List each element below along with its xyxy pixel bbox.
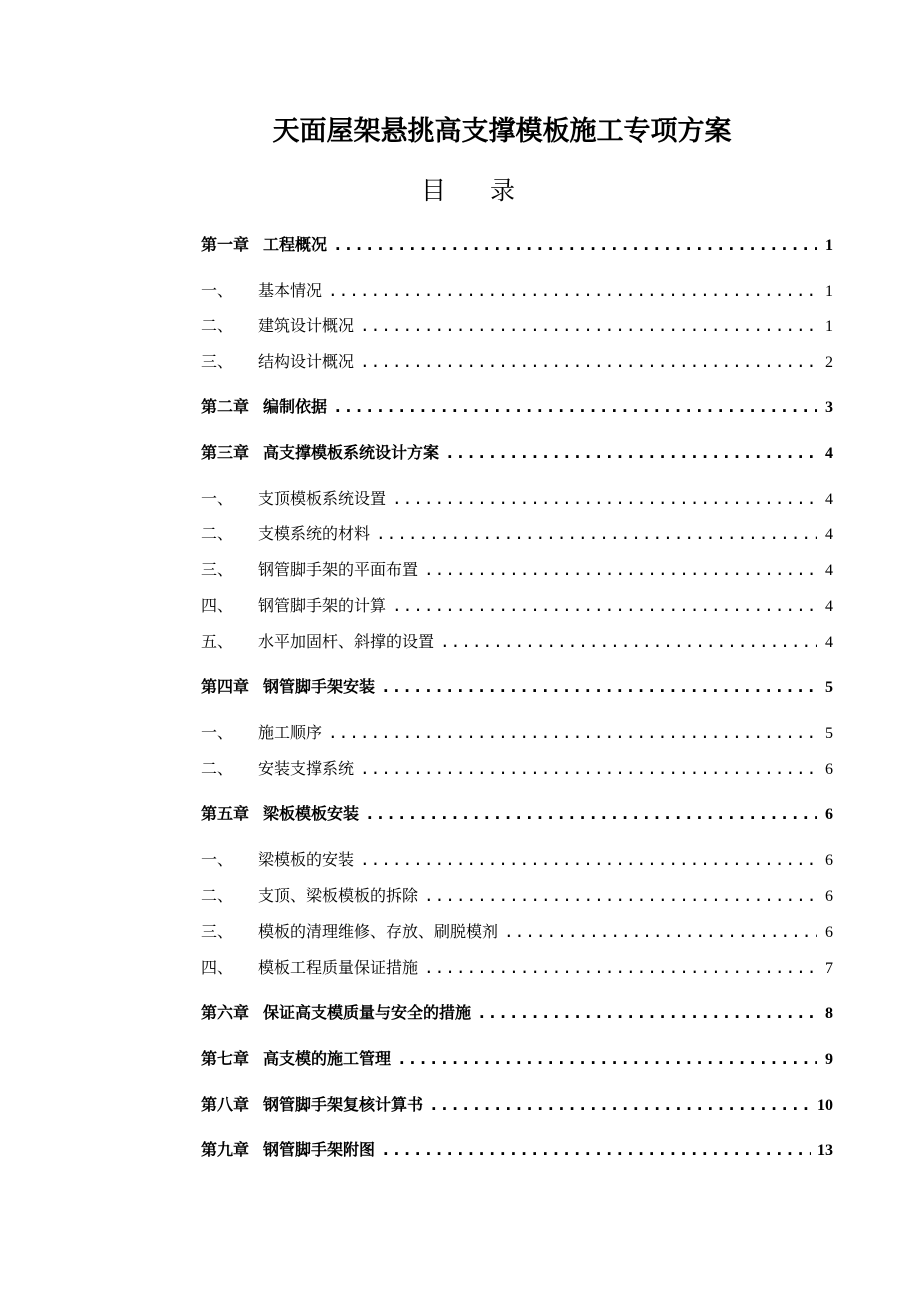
toc-entry-label: 钢管脚手架附图 bbox=[263, 1140, 376, 1159]
toc-entry-label: 高支撑模板系统设计方案 bbox=[263, 443, 440, 462]
toc-entry-5-3[interactable] bbox=[201, 919, 833, 945]
toc-entry-page: 8 bbox=[825, 1005, 833, 1022]
toc-entry-number: 第四章 bbox=[201, 677, 250, 696]
toc-entry-label: 钢管脚手架安装 bbox=[263, 677, 376, 696]
toc-leader-dots bbox=[429, 1092, 811, 1118]
toc-entry-number: 四、 bbox=[201, 596, 234, 615]
toc-heading bbox=[0, 172, 920, 210]
toc-leader-dots bbox=[381, 674, 817, 700]
toc-entry-chapter-3[interactable] bbox=[201, 440, 833, 466]
toc-entry-chapter-8[interactable] bbox=[201, 1092, 833, 1118]
toc-entry-chapter-4[interactable] bbox=[201, 674, 833, 700]
toc-entry-number: 第九章 bbox=[201, 1140, 250, 1159]
toc-entry-label: 梁板模板安装 bbox=[263, 804, 360, 823]
toc-entry-page: 4 bbox=[825, 445, 833, 462]
toc-entry-4-2[interactable] bbox=[201, 756, 833, 782]
toc-entry-label: 结构设计概况 bbox=[258, 352, 355, 371]
toc-entry-3-1[interactable] bbox=[201, 486, 833, 512]
toc-leader-dots bbox=[440, 629, 817, 655]
toc-entry-label: 支模系统的材料 bbox=[258, 524, 371, 543]
toc-leader-dots bbox=[360, 847, 817, 873]
toc-entry-number: 一、 bbox=[201, 723, 234, 742]
toc-entry-number: 一、 bbox=[201, 489, 234, 508]
toc-leader-dots bbox=[360, 756, 817, 782]
toc-entry-page: 1 bbox=[825, 318, 833, 335]
toc-entry-chapter-7[interactable] bbox=[201, 1046, 833, 1072]
toc-entry-number: 第八章 bbox=[201, 1095, 250, 1114]
toc-entry-4-1[interactable] bbox=[201, 720, 833, 746]
toc-entry-number: 第五章 bbox=[201, 804, 250, 823]
toc-entry-page: 5 bbox=[825, 679, 833, 696]
toc-entry-label: 安装支撑系统 bbox=[258, 759, 355, 778]
toc-heading-char-2: 录 bbox=[490, 176, 516, 205]
toc-leader-dots bbox=[360, 349, 817, 375]
toc-entry-page: 9 bbox=[825, 1051, 833, 1068]
toc-entry-number: 二、 bbox=[201, 316, 234, 335]
toc-leader-dots bbox=[333, 232, 817, 258]
toc-entry-1-3[interactable] bbox=[201, 349, 833, 375]
toc-entry-number: 三、 bbox=[201, 352, 234, 371]
toc-entry-number: 三、 bbox=[201, 922, 234, 941]
toc-entry-label: 基本情况 bbox=[258, 281, 323, 300]
toc-heading-char-1: 目 bbox=[420, 176, 446, 205]
toc-entry-3-2[interactable] bbox=[201, 521, 833, 547]
toc-entry-5-1[interactable] bbox=[201, 847, 833, 873]
toc-leader-dots bbox=[360, 313, 817, 339]
toc-entry-label: 建筑设计概况 bbox=[258, 316, 355, 335]
toc-entry-number: 二、 bbox=[201, 524, 234, 543]
toc-entry-label: 钢管脚手架的平面布置 bbox=[258, 560, 419, 579]
toc-entry-number: 第二章 bbox=[201, 397, 250, 416]
toc-leader-dots bbox=[333, 394, 817, 420]
toc-leader-dots bbox=[424, 955, 817, 981]
toc-entry-number: 二、 bbox=[201, 886, 234, 905]
toc-entry-1-2[interactable] bbox=[201, 313, 833, 339]
toc-entry-label: 高支模的施工管理 bbox=[263, 1049, 392, 1068]
toc-leader-dots bbox=[397, 1046, 817, 1072]
toc-leader-dots bbox=[504, 919, 817, 945]
toc-entry-number: 五、 bbox=[201, 632, 234, 651]
toc-entry-page: 4 bbox=[825, 634, 833, 651]
toc-leader-dots bbox=[328, 278, 817, 304]
toc-entry-label: 保证高支模质量与安全的措施 bbox=[263, 1003, 472, 1022]
toc-leader-dots bbox=[477, 1000, 817, 1026]
toc-entry-5-4[interactable] bbox=[201, 955, 833, 981]
toc-entry-page: 2 bbox=[825, 354, 833, 371]
toc-entry-label: 模板的清理维修、存放、刷脱模剂 bbox=[258, 922, 499, 941]
toc-entry-chapter-2[interactable] bbox=[201, 394, 833, 420]
toc-entry-3-3[interactable] bbox=[201, 557, 833, 583]
toc-entry-number: 第六章 bbox=[201, 1003, 250, 1022]
toc-entry-chapter-9[interactable] bbox=[201, 1137, 833, 1163]
toc-entry-3-4[interactable] bbox=[201, 593, 833, 619]
toc-entry-label: 工程概况 bbox=[263, 235, 328, 254]
toc-entry-page: 5 bbox=[825, 725, 833, 742]
toc-entry-number: 一、 bbox=[201, 281, 234, 300]
toc-entry-label: 钢管脚手架的计算 bbox=[258, 596, 387, 615]
toc-entry-number: 第三章 bbox=[201, 443, 250, 462]
toc-entry-number: 一、 bbox=[201, 850, 234, 869]
toc-entry-page: 4 bbox=[825, 491, 833, 508]
toc-entry-page: 6 bbox=[825, 924, 833, 941]
toc-entry-page: 6 bbox=[825, 806, 833, 823]
toc-entry-chapter-6[interactable] bbox=[201, 1000, 833, 1026]
toc-leader-dots bbox=[424, 883, 817, 909]
toc-leader-dots bbox=[328, 720, 817, 746]
toc-entry-label: 钢管脚手架复核计算书 bbox=[263, 1095, 424, 1114]
toc-entry-page: 7 bbox=[825, 960, 833, 977]
toc-leader-dots bbox=[381, 1137, 811, 1163]
toc-entry-chapter-5[interactable] bbox=[201, 801, 833, 827]
toc-entry-chapter-1[interactable] bbox=[201, 232, 833, 258]
toc-entry-label: 梁模板的安装 bbox=[258, 850, 355, 869]
toc-entry-3-5[interactable] bbox=[201, 629, 833, 655]
toc-entry-page: 10 bbox=[817, 1097, 833, 1114]
toc-leader-dots bbox=[445, 440, 817, 466]
toc-entry-page: 4 bbox=[825, 562, 833, 579]
toc-entry-label: 支顶模板系统设置 bbox=[258, 489, 387, 508]
toc-entry-page: 6 bbox=[825, 888, 833, 905]
toc-entry-page: 13 bbox=[817, 1142, 833, 1159]
toc-entry-page: 3 bbox=[825, 399, 833, 416]
toc-entry-label: 施工顺序 bbox=[258, 723, 323, 742]
toc-entry-label: 模板工程质量保证措施 bbox=[258, 958, 419, 977]
toc-entry-number: 第七章 bbox=[201, 1049, 250, 1068]
toc-entry-label: 水平加固杆、斜撑的设置 bbox=[258, 632, 435, 651]
toc-entry-page: 6 bbox=[825, 852, 833, 869]
toc-entry-number: 四、 bbox=[201, 958, 234, 977]
toc-entry-page: 1 bbox=[825, 237, 833, 254]
toc-entry-number: 三、 bbox=[201, 560, 234, 579]
toc-leader-dots bbox=[365, 801, 817, 827]
toc-leader-dots bbox=[392, 486, 817, 512]
toc-entry-page: 4 bbox=[825, 598, 833, 615]
document-title: 天面屋架悬挑高支撑模板施工专项方案 bbox=[272, 116, 732, 147]
toc-leader-dots bbox=[376, 521, 817, 547]
toc-entry-5-2[interactable] bbox=[201, 883, 833, 909]
toc-entry-label: 编制依据 bbox=[263, 397, 328, 416]
toc-entry-1-1[interactable] bbox=[201, 278, 833, 304]
toc-entry-number: 二、 bbox=[201, 759, 234, 778]
toc-leader-dots bbox=[424, 557, 817, 583]
toc-entry-page: 4 bbox=[825, 526, 833, 543]
toc-entry-number: 第一章 bbox=[201, 235, 250, 254]
toc-entry-label: 支顶、梁板模板的拆除 bbox=[258, 886, 419, 905]
toc-entry-page: 1 bbox=[825, 283, 833, 300]
toc-leader-dots bbox=[392, 593, 817, 619]
toc-entry-page: 6 bbox=[825, 761, 833, 778]
